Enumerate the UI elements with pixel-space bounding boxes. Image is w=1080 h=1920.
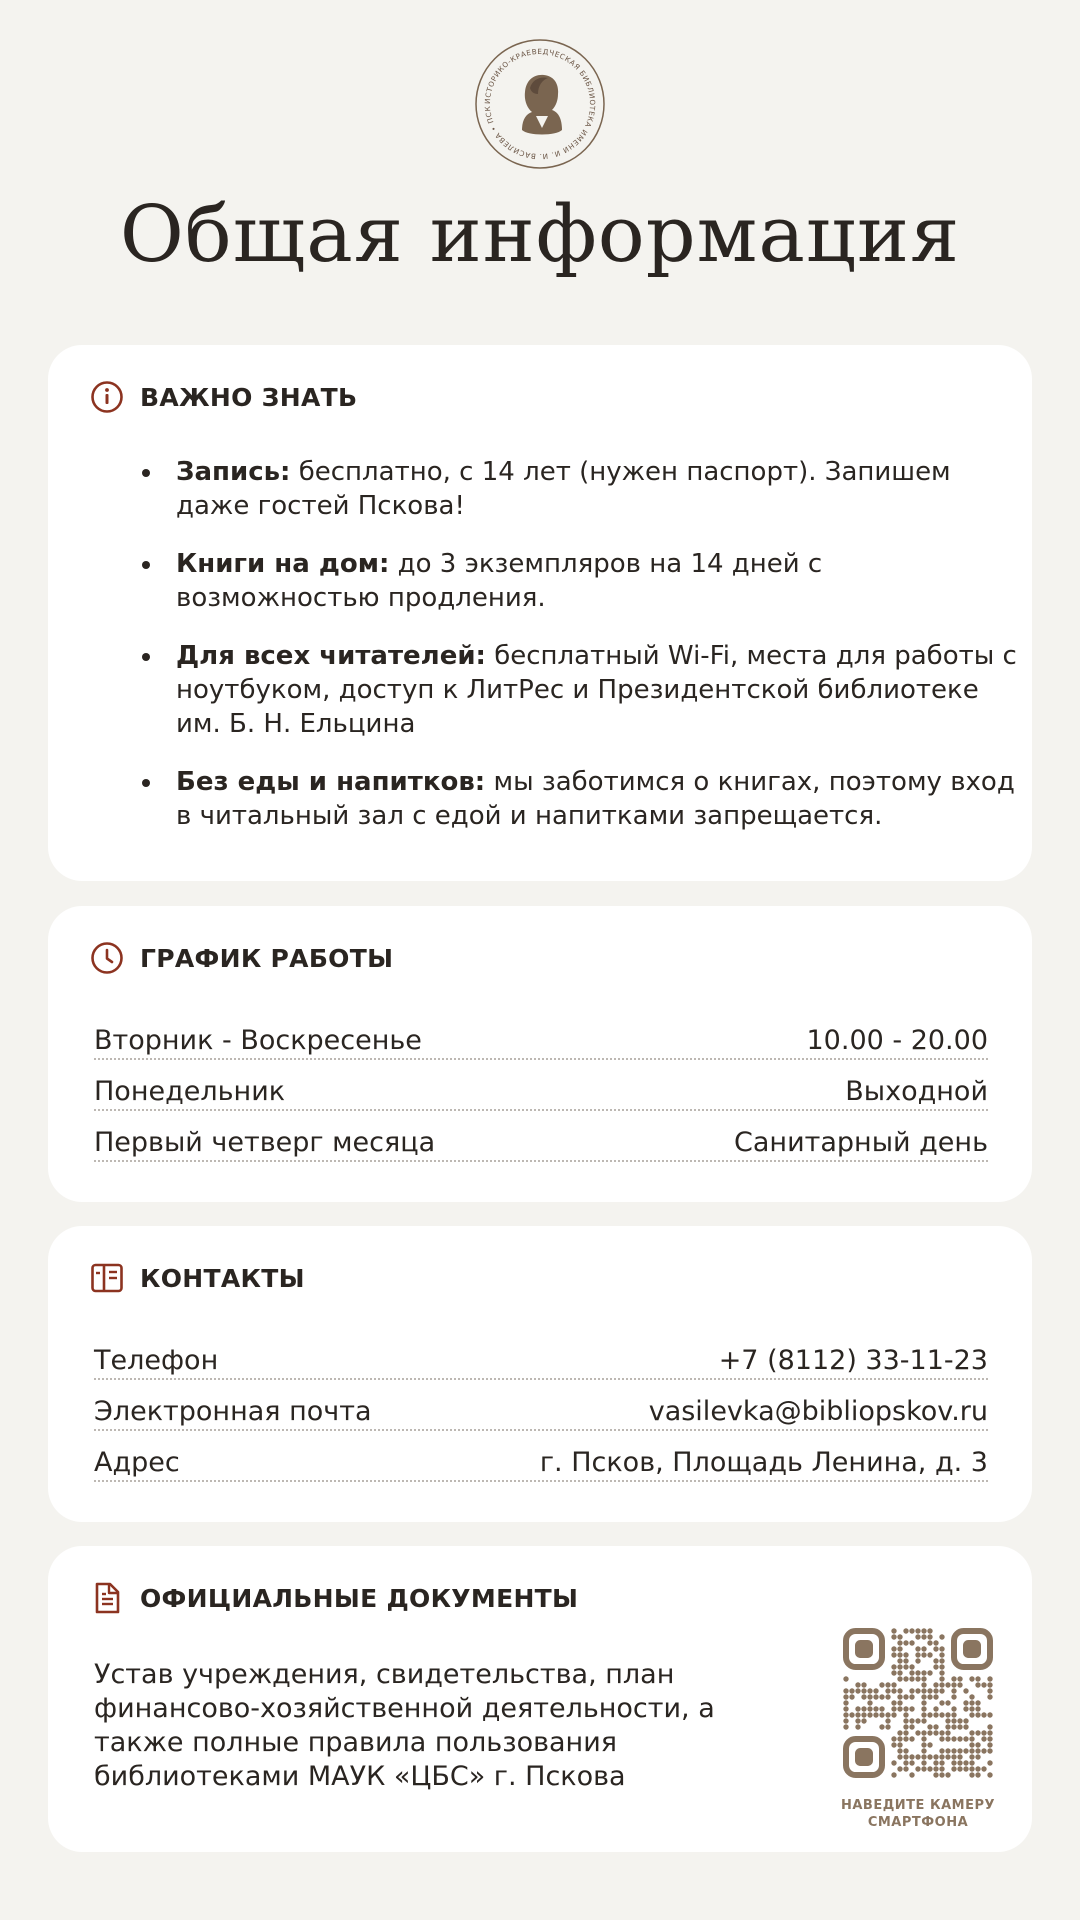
table-row [94, 1060, 988, 1111]
list-item: Для всех читателей: бесплатный Wi-Fi, места для работы с ноутбуком, доступ к ЛитРес и Президентской библиотеке им. Б. Н. Ельцина [130, 639, 1030, 741]
page-title: Общая информация [119, 190, 961, 280]
svg-text:ИСТОРИКО-КРАЕВЕДЧЕСКАЯ БИБЛИОТ: ИСТОРИКО-КРАЕВЕДЧЕСКАЯ БИБЛИОТЕКА ИМЕНИ И. И. ВАСИЛЕВА • ПСК [482, 46, 598, 162]
contacts-card [48, 1226, 1032, 1522]
table-row [94, 1329, 988, 1380]
email-link[interactable]: vasilevka@bibliopskov.ru [648, 1396, 988, 1427]
list-item: Запись: бесплатно, с 14 лет (нужен паспорт). Запишем даже гостей Пскова! [130, 455, 1030, 523]
schedule-hours: Санитарный день [734, 1127, 988, 1158]
address-value: г. Псков, Площадь Ленина, д. 3 [539, 1447, 988, 1478]
documents-header [90, 1580, 578, 1616]
important-list [130, 455, 1030, 857]
schedule-day: Понедельник [94, 1076, 286, 1107]
clock-icon [90, 941, 124, 975]
schedule-hours: Выходной [845, 1076, 988, 1107]
schedule-day: Первый четверг месяца [94, 1127, 436, 1158]
documents-title: ОФИЦИАЛЬНЫЕ ДОКУМЕНТЫ [140, 1583, 579, 1613]
info-circle-icon [90, 380, 124, 414]
list-item: Книги на дом: до 3 экземпляров на 14 дней с возможностью продления. [130, 547, 1030, 615]
contacts-header [90, 1260, 305, 1296]
contact-label: Адрес [94, 1447, 180, 1478]
portrait-seal-icon [472, 36, 608, 172]
schedule-day: Вторник - Воскресенье [94, 1025, 422, 1056]
important-title: ВАЖНО ЗНАТЬ [140, 382, 358, 412]
contacts-title: КОНТАКТЫ [140, 1263, 305, 1293]
list-item: Без еды и напитков: мы заботимся о книгах, поэтому вход в читальный зал с едой и напитками запрещается. [130, 765, 1030, 833]
important-header [90, 379, 357, 415]
schedule-card [48, 906, 1032, 1202]
documents-description: Устав учреждения, свидетельства, план финансово-хозяйственной деятельности, а также полные правила пользования библиотеками МАУК «ЦБС» г. Пскова [94, 1659, 715, 1792]
important-card [48, 345, 1032, 881]
qr-caption: НАВЕДИТЕ КАМЕРУ СМАРТФОНА [840, 1798, 996, 1830]
table-row [94, 1009, 988, 1060]
qr-code-icon[interactable] [843, 1628, 993, 1778]
contacts-table [94, 1329, 988, 1482]
document-icon [90, 1581, 124, 1615]
library-logo [472, 36, 608, 172]
schedule-hours: 10.00 - 20.00 [806, 1025, 988, 1056]
table-row [94, 1380, 988, 1431]
contact-book-icon [90, 1261, 124, 1295]
schedule-header [90, 940, 393, 976]
table-row [94, 1431, 988, 1482]
table-row [94, 1111, 988, 1162]
contact-label: Телефон [94, 1345, 219, 1376]
schedule-table [94, 1009, 988, 1162]
schedule-title: ГРАФИК РАБОТЫ [140, 943, 394, 973]
contact-label: Электронная почта [94, 1396, 372, 1427]
phone-link[interactable]: +7 (8112) 33-11-23 [718, 1345, 988, 1376]
documents-card [48, 1546, 1032, 1852]
